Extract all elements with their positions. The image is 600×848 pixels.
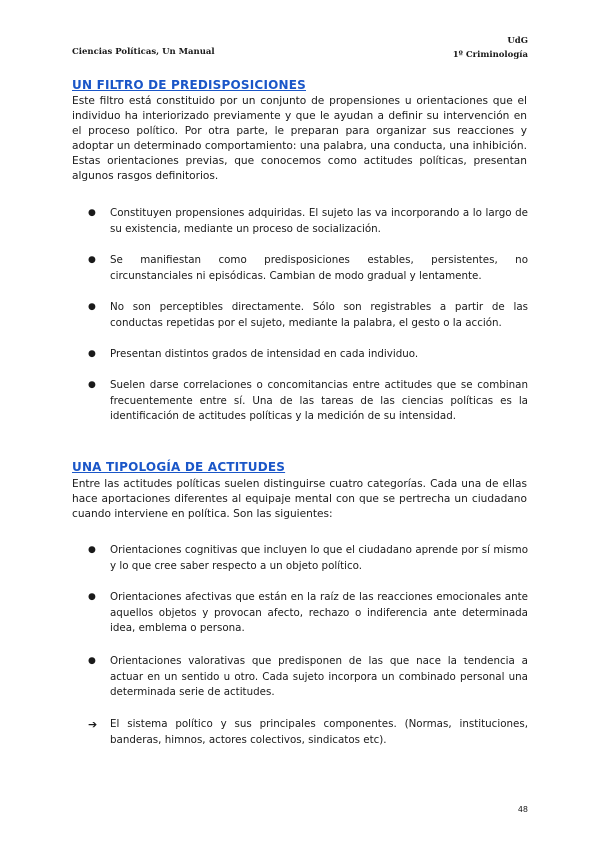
list-item: [88, 300, 528, 331]
list-item-text: Se manifiestan como predisposiciones estables, persistentes, no circunstanciales ni episódicas. Cambian de modo gradual y lentamente.: [110, 254, 528, 282]
list-item-text: Constituyen propensiones adquiridas. El sujeto las va incorporando a lo largo de su existencia, mediante un proceso de socialización.: [110, 207, 528, 235]
bullet-icon: ●: [88, 208, 96, 218]
bullet-icon: ●: [88, 255, 96, 265]
list-item: [88, 206, 528, 237]
bullet-icon: ●: [88, 349, 96, 359]
list-item: [88, 253, 528, 284]
section2-paragraph: Entre las actitudes políticas suelen distinguirse cuatro categorías. Cada una de ellas hace aportaciones diferentes al equipaje mental con que se pertrecha un ciudadano cuando interviene en política. Son las siguientes:: [72, 478, 527, 520]
list-item: [88, 590, 528, 637]
header-left: Ciencias Políticas, Un Manual: [72, 47, 215, 57]
list-item: [88, 654, 528, 701]
list-item-text: Orientaciones cognitivas que incluyen lo que el ciudadano aprende por sí mismo y lo que cree saber respecto a un objeto político.: [110, 544, 528, 572]
bullet-icon: ●: [88, 380, 96, 390]
bullet-icon: ●: [88, 592, 96, 602]
list-item-text: El sistema político y sus principales componentes. (Normas, instituciones, banderas, himnos, actores colectivos, sindicatos etc).: [110, 718, 528, 746]
list-item-text: Suelen darse correlaciones o concomitancias entre actitudes que se combinan frecuentemente entre sí. Una de las tareas de las ciencias políticas es la identificación de actitudes políticas y la medición de su intensidad.: [110, 379, 528, 422]
list-item: [88, 378, 528, 425]
section1-paragraph: Este filtro está constituido por un conjunto de propensiones u orientaciones que el individuo ha interiorizado previamente y que le ayudan a definir su intervención en el proceso político. Por otra parte, le preparan para organizar sus reacciones y adoptar un determinado comportamiento: una palabra, una conducta, una inhibición. Estas orientaciones previas, que conocemos como actitudes políticas, presentan algunos rasgos definitorios.: [72, 95, 527, 182]
bullet-icon: ●: [88, 302, 96, 312]
list-item-text: Orientaciones valorativas que predisponen de las que nace la tendencia a actuar en un sentido u otro. Cada sujeto incorpora un combinado personal una determinada serie de actitudes.: [110, 655, 528, 698]
header-institution: UdG: [507, 36, 528, 46]
bullet-icon: ●: [88, 545, 96, 555]
header-course: 1º Criminología: [452, 50, 528, 60]
section1-title: UN FILTRO DE PREDISPOSICIONES: [72, 78, 306, 92]
list-item-text: Orientaciones afectivas que están en la raíz de las reacciones emocionales ante aquellos objetos y provocan afecto, rechazo o indiferencia ante determinada idea, emblema o persona.: [110, 591, 528, 634]
header-right: [453, 34, 528, 62]
list-item: [88, 347, 528, 363]
list-item-text: No son perceptibles directamente. Sólo son registrables a partir de las conductas repetidas por el sujeto, mediante la palabra, el gesto o la acción.: [110, 301, 528, 329]
list-item: [88, 717, 528, 748]
section2-title: UNA TIPOLOGÍA DE ACTITUDES: [72, 460, 286, 474]
arrow-icon: ➔: [88, 718, 98, 731]
list-item-text: Presentan distintos grados de intensidad en cada individuo.: [110, 348, 419, 360]
list-item: [88, 543, 528, 574]
bullet-icon: ●: [88, 656, 96, 666]
page-number: 48: [517, 805, 528, 814]
